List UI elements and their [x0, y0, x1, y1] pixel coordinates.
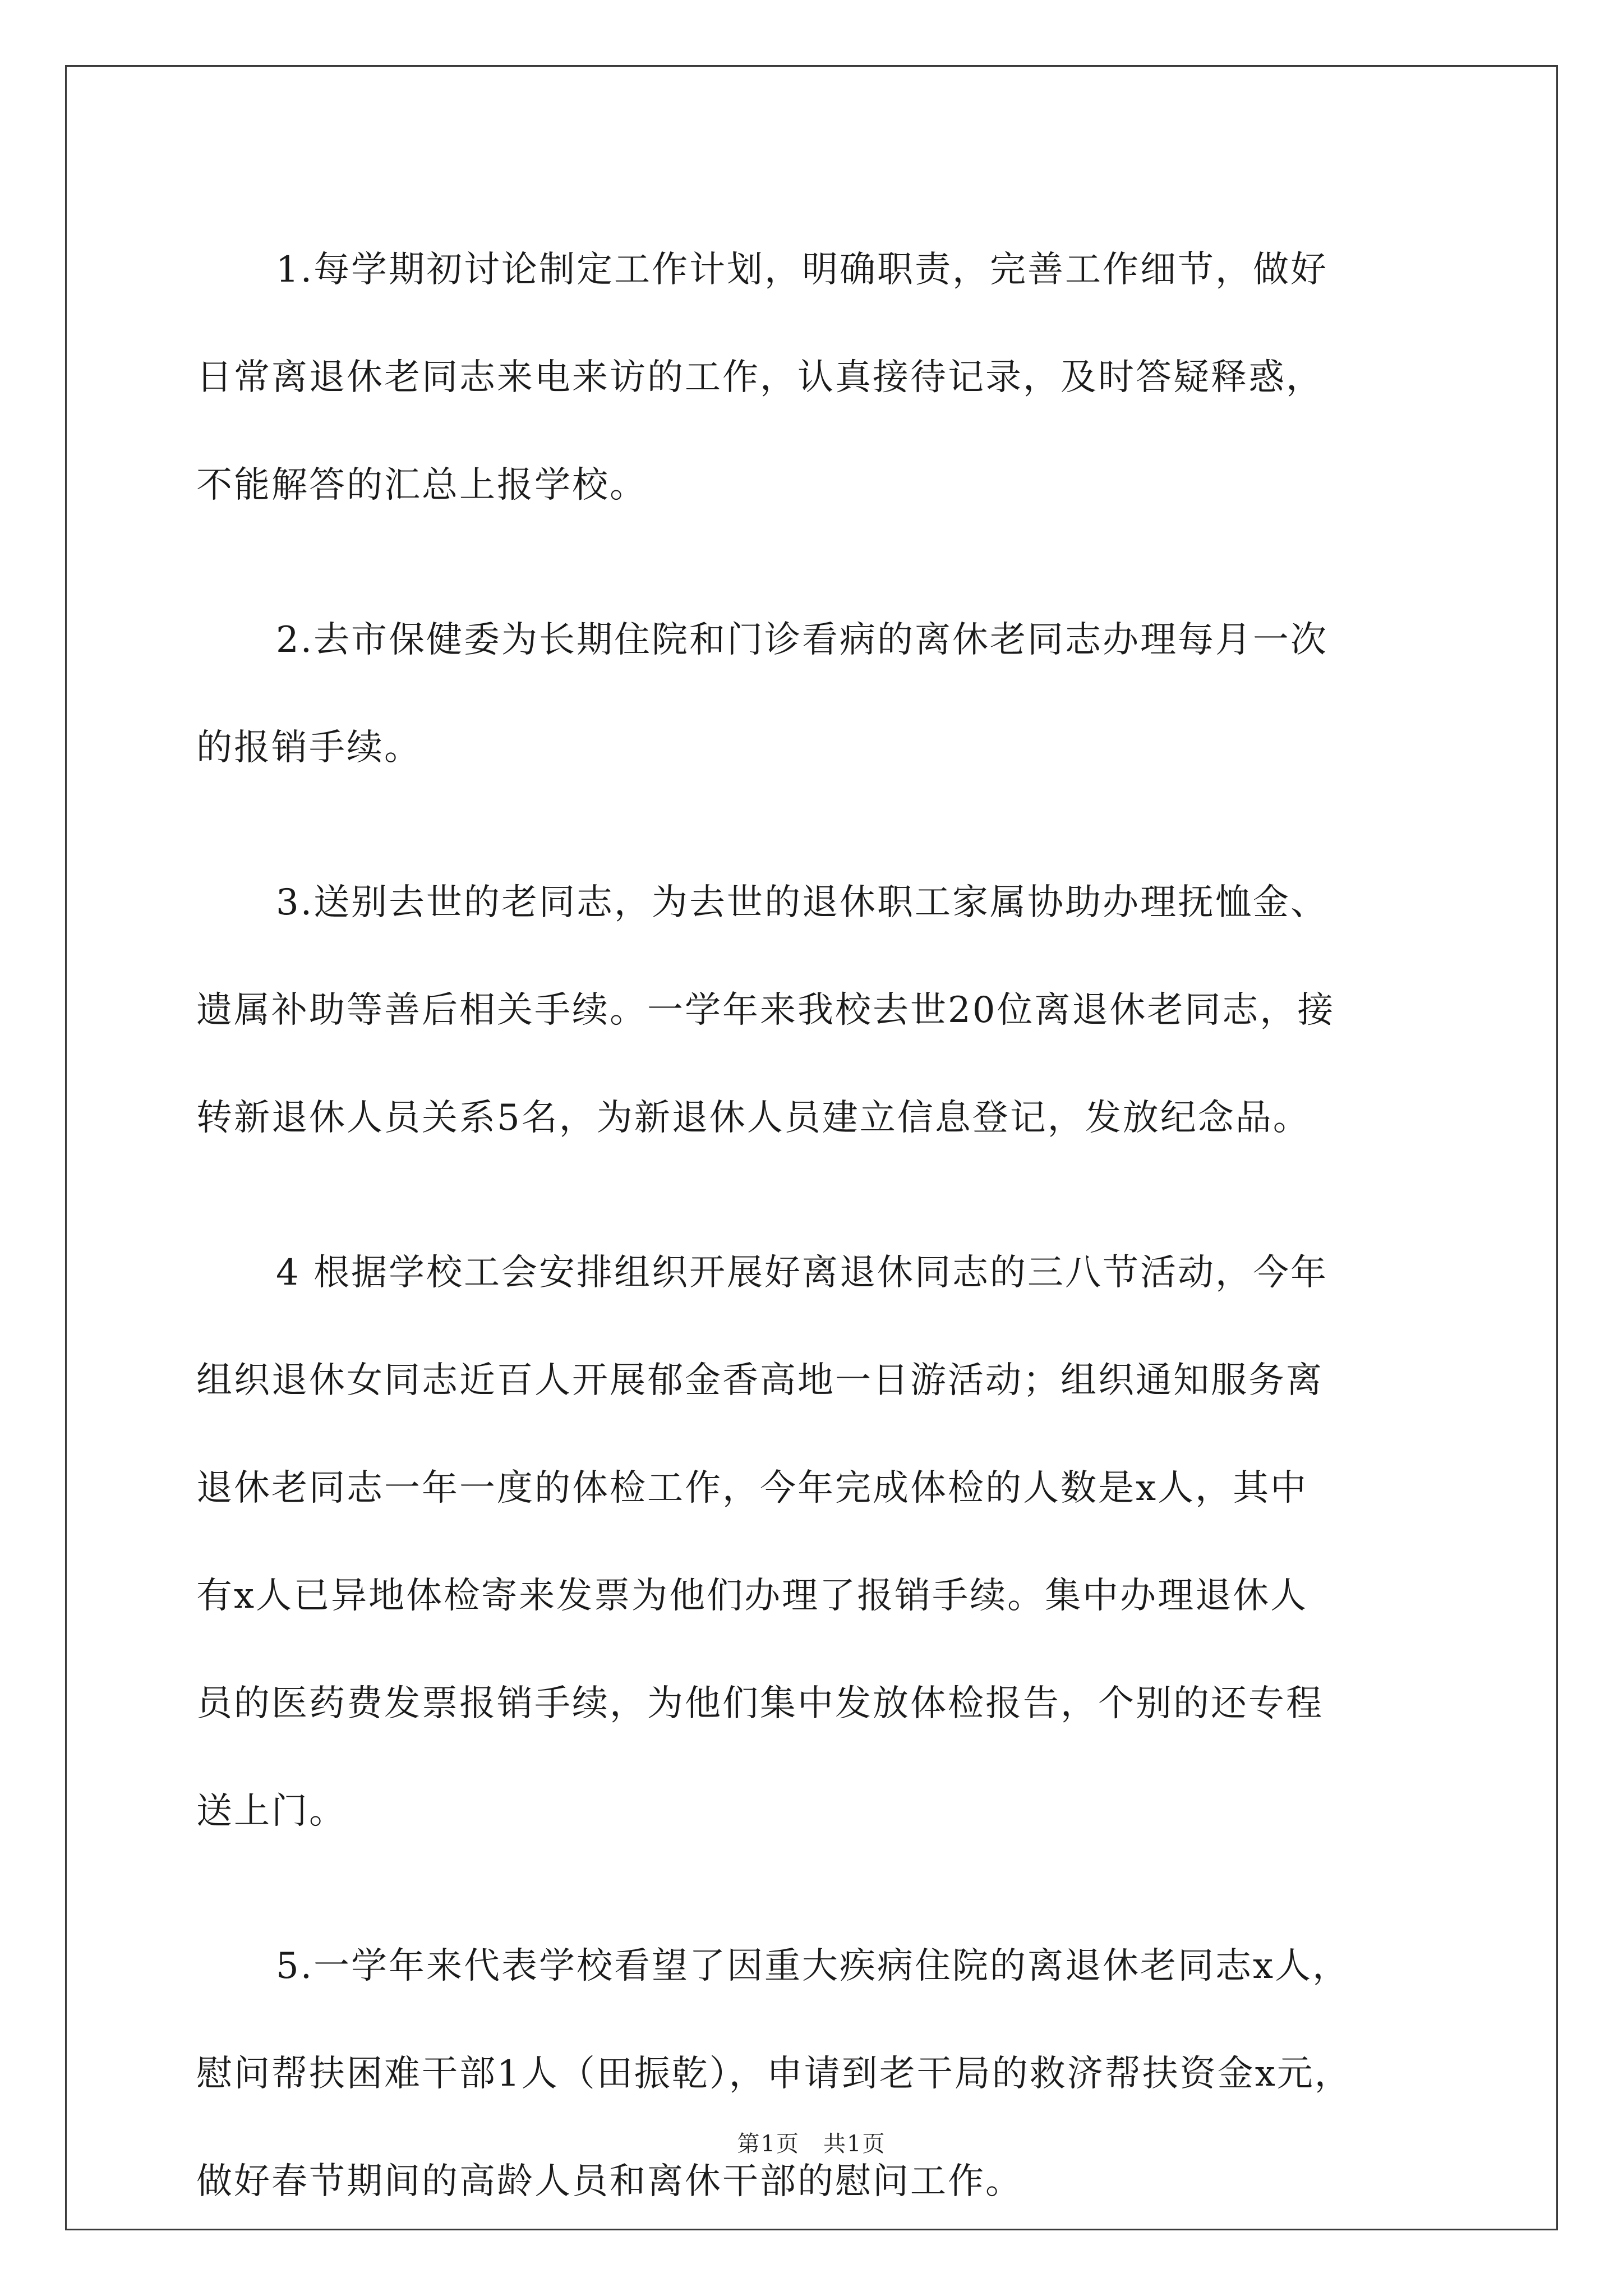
- paragraph-3: [196, 849, 1430, 1172]
- paragraph-1: [196, 216, 1430, 539]
- paragraph-2: [196, 586, 1430, 802]
- document-body: [196, 216, 1430, 2283]
- paragraph-line: 4 根据学校工会安排组织开展好离退休同志的三八节活动，今年: [276, 1252, 1329, 1294]
- paragraph-line: 日常离退休老同志来电来访的工作，认真接待记录，及时答疑释惑，: [196, 357, 1324, 398]
- paragraph-line: 员的医药费发票报销手续，为他们集中发放体检报告，个别的还专程: [196, 1683, 1324, 1724]
- paragraph-line: 2.去市保健委为长期住院和门诊看病的离休老同志办理每月一次: [276, 619, 1329, 661]
- page-footer: [0, 2126, 1623, 2158]
- paragraph-line: 慰问帮扶困难干部1人（田振乾），申请到老干局的救济帮扶资金x元，: [196, 2053, 1352, 2095]
- paragraph-line: 有x人已异地体检寄来发票为他们办理了报销手续。集中办理退休人: [196, 1575, 1308, 1617]
- paragraph-line: 不能解答的汇总上报学校。: [196, 464, 647, 506]
- paragraph-line: 3.送别去世的老同志，为去世的退休职工家属协助办理抚恤金、: [276, 882, 1329, 923]
- paragraph-line: 组织退休女同志近百人开展郁金香高地一日游活动；组织通知服务离: [196, 1360, 1324, 1401]
- page-number-total: 共1页: [823, 2131, 886, 2157]
- paragraph-line: 遗属补助等善后相关手续。一学年来我校去世20位离退休老同志，接: [196, 990, 1335, 1031]
- paragraph-line: 1.每学期初讨论制定工作计划，明确职责，完善工作细节，做好: [276, 249, 1329, 291]
- paragraph-line: 转新退休人员关系5名，为新退休人员建立信息登记，发放纪念品。: [196, 1097, 1311, 1139]
- page-number-current: 第1页: [737, 2131, 800, 2157]
- paragraph-line: 送上门。: [196, 1791, 347, 1832]
- paragraph-line: 做好春节期间的高龄人员和离休干部的慰问工作。: [196, 2161, 1023, 2202]
- paragraph-line: 的报销手续。: [196, 727, 422, 769]
- paragraph-5: [196, 1912, 1430, 2235]
- paragraph-4: [196, 1219, 1430, 1865]
- paragraph-line: 5.一学年来代表学校看望了因重大疾病住院的离退休老同志x人，: [276, 1945, 1350, 1987]
- paragraph-line: 退休老同志一年一度的体检工作，今年完成体检的人数是x人，其中: [196, 1467, 1308, 1509]
